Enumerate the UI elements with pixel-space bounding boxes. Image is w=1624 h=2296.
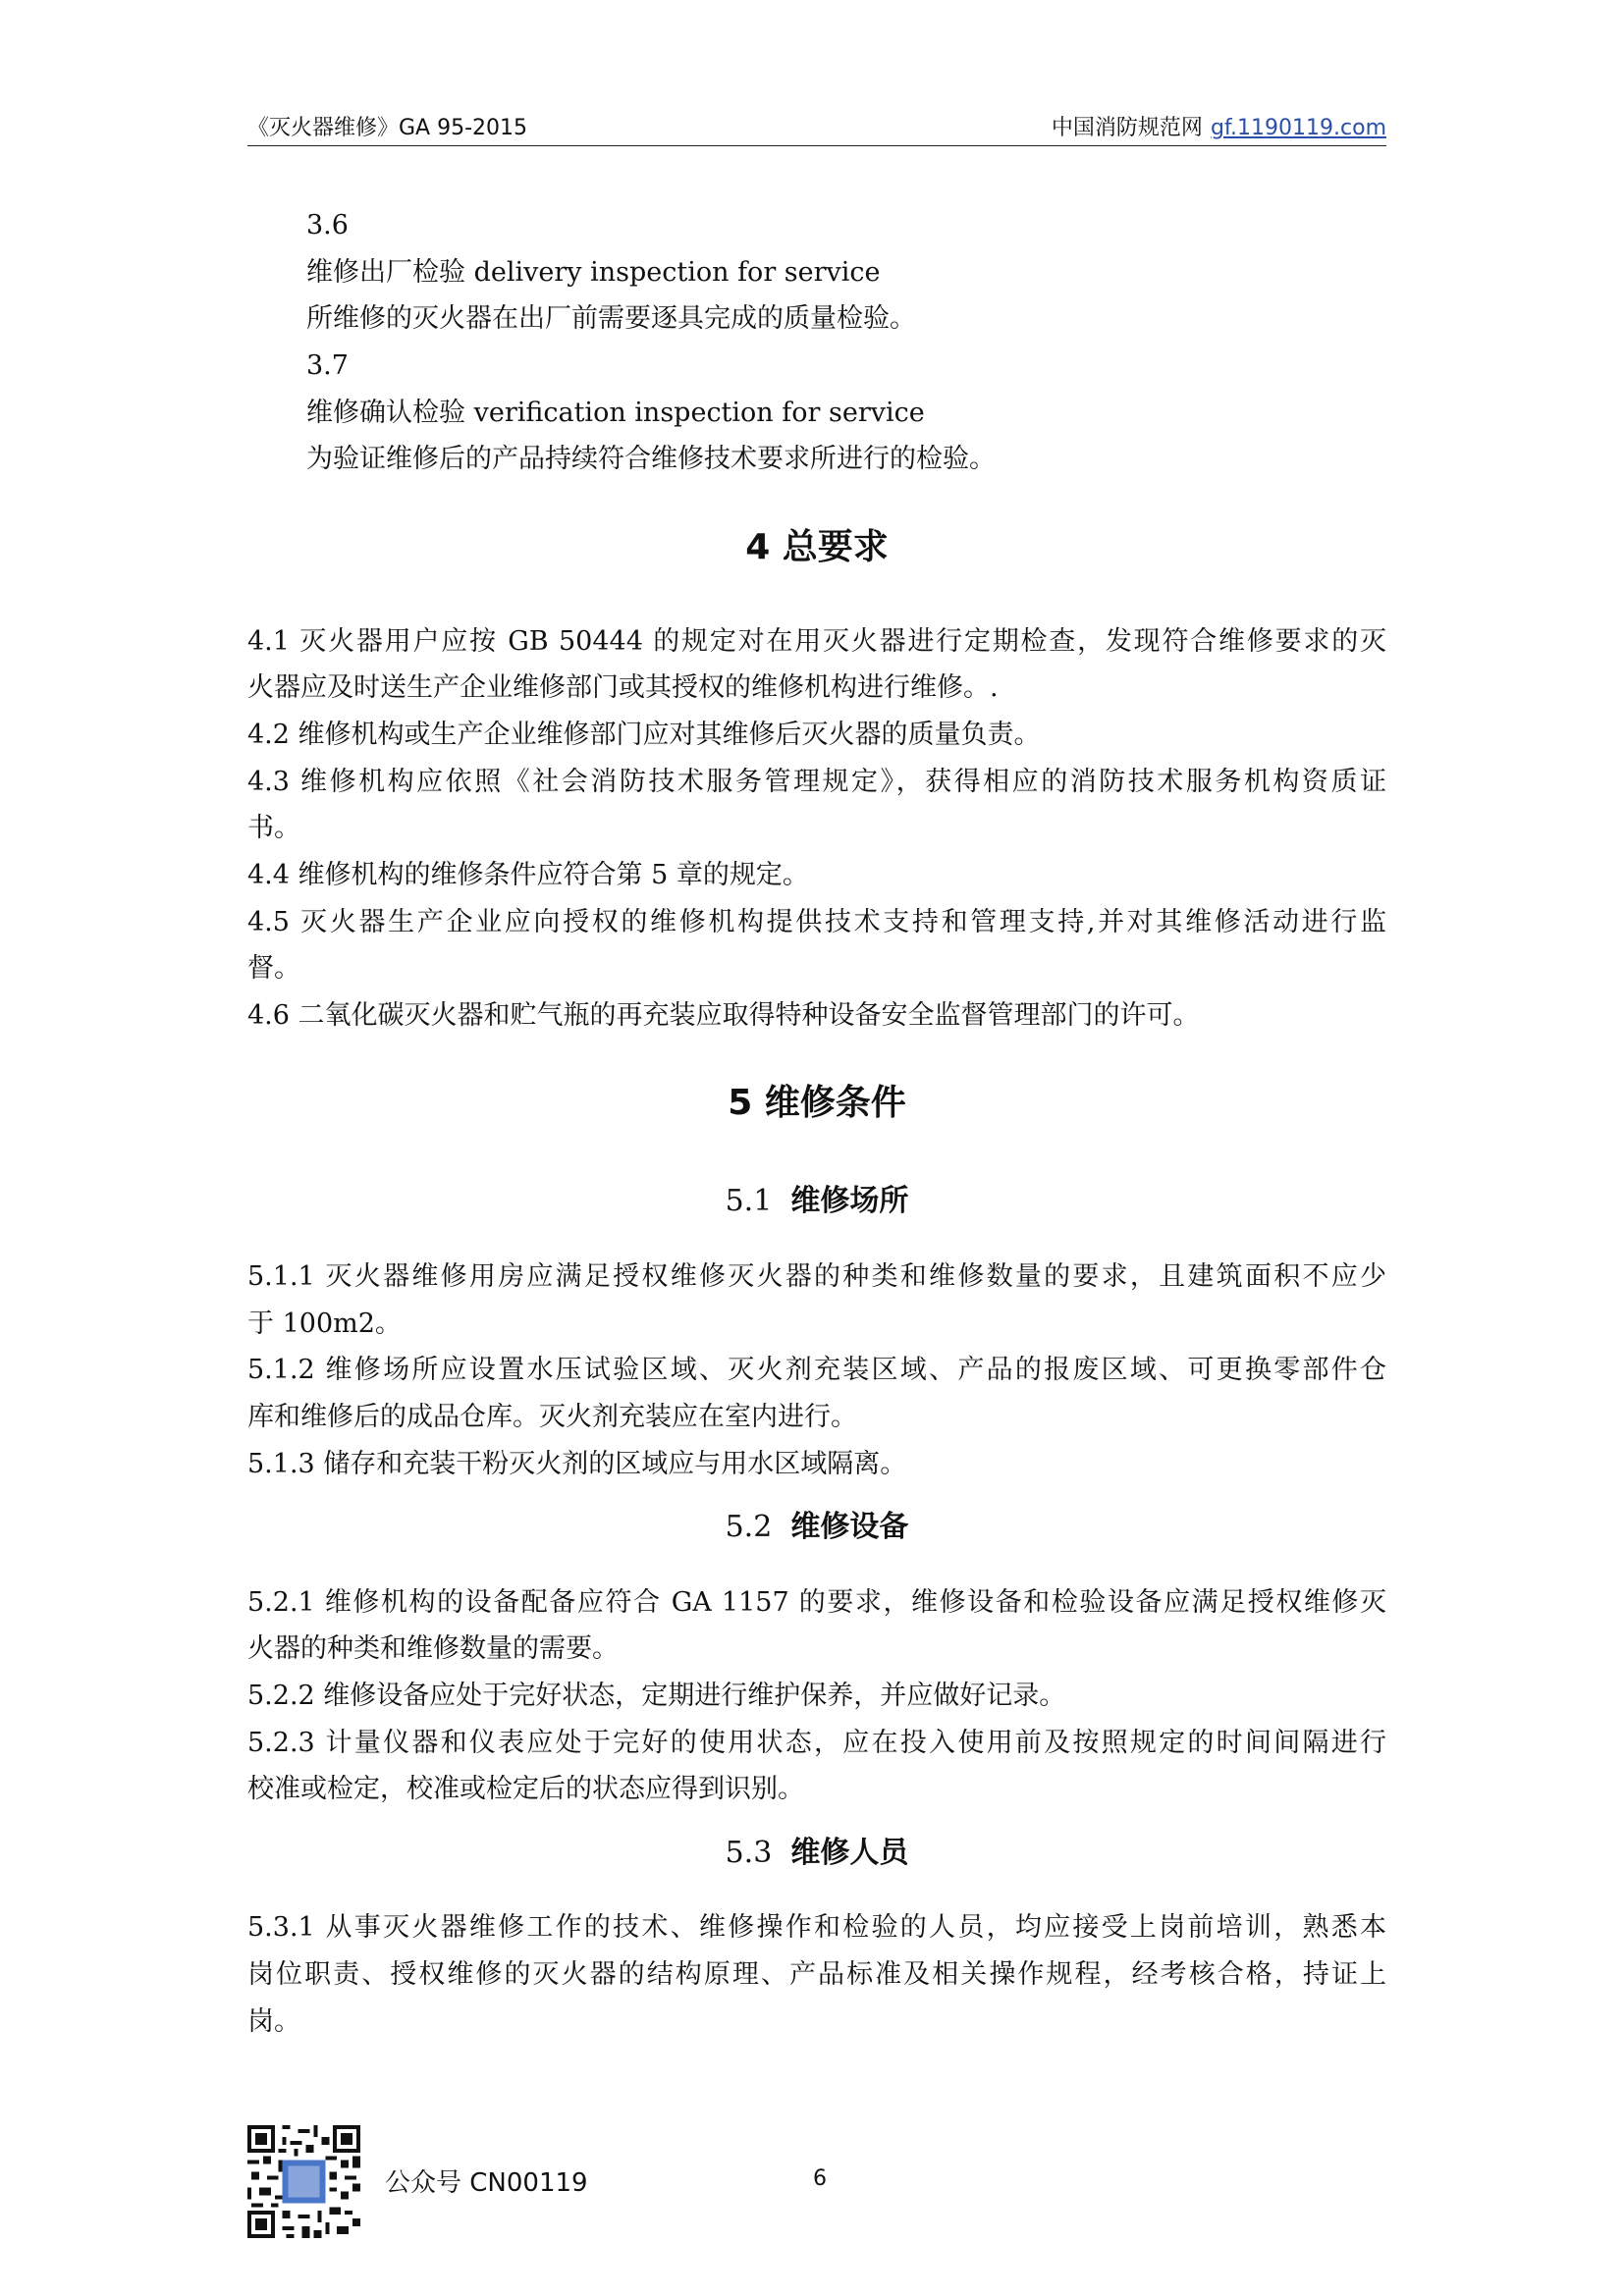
section-heading: 5 维修条件: [728, 1083, 906, 1123]
paragraph-line: 4.1 灭火器用户应按 GB 50444 的规定对在用灭火器进行定期检查，发现符合维修要求的灭: [247, 626, 1386, 657]
subsection-heading: [247, 1835, 1386, 1872]
header-site: [1052, 111, 1386, 141]
paragraph-line: 岗。: [247, 2006, 300, 2037]
paragraph-line: 5.3.1 从事灭火器维修工作的技术、维修操作和检验的人员，均应接受上岗前培训，熟悉本: [247, 1912, 1386, 1943]
page-number: 6: [813, 2166, 827, 2191]
site-name: 中国消防规范网: [1051, 116, 1203, 140]
subsection-title: 维修场所: [790, 1184, 909, 1218]
definition-number: 3.6: [306, 210, 349, 240]
subsection-title: 维修人员: [790, 1836, 909, 1870]
site-link[interactable]: gf.1190119.com: [1210, 116, 1386, 140]
paragraph-line: 4.2 维修机构或生产企业维修部门应对其维修后灭火器的质量负责。: [247, 720, 1041, 750]
subsection-number: 5.3: [725, 1836, 773, 1870]
subsection-title: 维修设备: [790, 1510, 909, 1544]
paragraph-line: 5.2.2 维修设备应处于完好状态，定期进行维护保养，并应做好记录。: [247, 1681, 1066, 1711]
paragraph-line: 5.2.3 计量仪器和仪表应处于完好的使用状态，应在投入使用前及按照规定的时间间隔进行: [247, 1728, 1386, 1758]
paragraph-line: 书。: [247, 813, 300, 843]
page-footer: [247, 2125, 1386, 2238]
paragraph-line: 4.6 二氧化碳灭火器和贮气瓶的再充装应取得特种设备安全监督管理部门的许可。: [247, 1000, 1200, 1031]
section-heading: 4 总要求: [745, 527, 889, 567]
paragraph-line: 5.1.2 维修场所应设置水压试验区域、灭火剂充装区域、产品的报废区域、可更换零部件仓: [247, 1355, 1386, 1385]
paragraph-line: 于 100m2。: [247, 1308, 402, 1339]
definition-number: 3.7: [306, 350, 349, 381]
paragraph-line: 库和维修后的成品仓库。灭火剂充装应在室内进行。: [247, 1402, 857, 1432]
document-title: 《灭火器维修》GA 95-2015: [247, 116, 528, 140]
paragraph-line: 4.5 灭火器生产企业应向授权的维修机构提供技术支持和管理支持,并对其维修活动进行监: [247, 907, 1386, 937]
paragraph-line: 5.1.3 储存和充装干粉灭火剂的区域应与用水区域隔离。: [247, 1449, 907, 1479]
qr-code-icon[interactable]: [247, 2125, 360, 2238]
paragraph-line: 4.4 维修机构的维修条件应符合第 5 章的规定。: [247, 860, 809, 890]
paragraph-line: 督。: [247, 953, 300, 984]
subsection-number: 5.1: [725, 1184, 773, 1218]
definition-text: 所维修的灭火器在出厂前需要逐具完成的质量检验。: [306, 303, 916, 334]
page-header: [247, 110, 1386, 146]
paragraph-line: 5.1.1 灭火器维修用房应满足授权维修灭火器的种类和维修数量的要求，且建筑面积不应少: [247, 1261, 1386, 1292]
definition-text: 为验证维修后的产品持续符合维修技术要求所进行的检验。: [306, 444, 996, 474]
paragraph-line: 岗位职责、授权维修的灭火器的结构原理、产品标准及相关操作规程，经考核合格，持证上: [247, 1959, 1386, 1990]
paragraph-line: 校准或检定，校准或检定后的状态应得到识别。: [247, 1774, 804, 1804]
definition-term: 维修出厂检验 delivery inspection for service: [306, 257, 881, 288]
paragraph-line: 火器应及时送生产企业维修部门或其授权的维修机构进行维修。.: [247, 672, 999, 703]
wechat-account-label: 公众号 CN00119: [385, 2168, 588, 2198]
subsection-heading: [247, 1183, 1386, 1220]
paragraph-line: 4.3 维修机构应依照《社会消防技术服务管理规定》，获得相应的消防技术服务机构资质证: [247, 767, 1386, 797]
paragraph-line: 5.2.1 维修机构的设备配备应符合 GA 1157 的要求，维修设备和检验设备应满足授权维修灭: [247, 1587, 1386, 1618]
definition-term: 维修确认检验 verification inspection for service: [306, 398, 925, 428]
subsection-heading: [247, 1509, 1386, 1546]
subsection-number: 5.2: [725, 1510, 773, 1544]
paragraph-line: 火器的种类和维修数量的需要。: [247, 1633, 619, 1664]
